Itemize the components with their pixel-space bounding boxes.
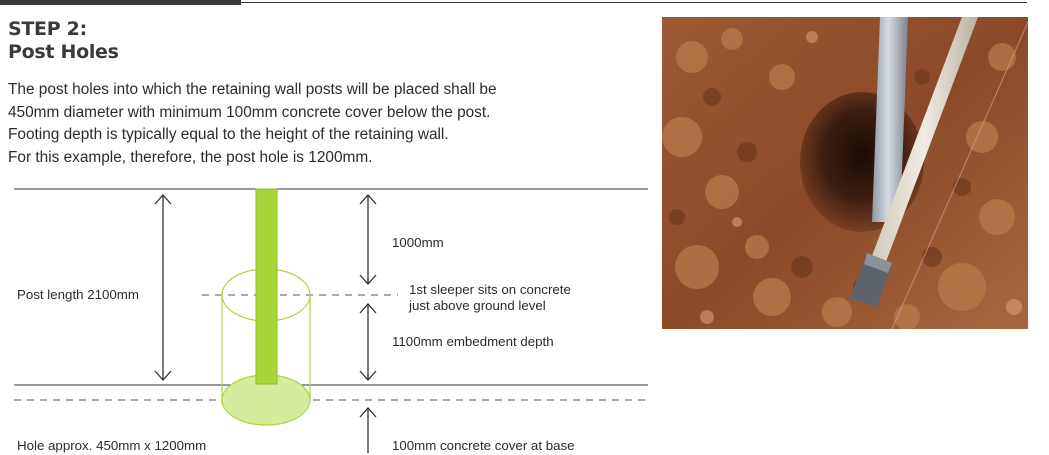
header-rule-thick — [0, 0, 241, 5]
retaining-post — [256, 189, 277, 384]
post-hole-photo-image — [662, 17, 1028, 329]
post-length-arrow — [155, 195, 171, 380]
above-ground-arrow — [360, 195, 376, 284]
post-hole-diagram — [0, 178, 660, 455]
concrete-cover-label: 100mm concrete cover at base — [392, 438, 575, 453]
sleeper-label-line2: just above ground level — [409, 298, 546, 313]
above-ground-label: 1000mm — [392, 235, 444, 250]
step-label: STEP 2: — [8, 18, 87, 40]
concrete-cover-arrow — [360, 408, 376, 453]
step-title: Post Holes — [8, 41, 119, 63]
intro-line: The post holes into which the retaining wall posts will be placed shall be — [8, 81, 497, 98]
post-length-label: Post length 2100mm — [17, 287, 139, 302]
header-rule-thin — [241, 2, 1027, 3]
intro-line: 450mm diameter with minimum 100mm concrete cover below the post. — [8, 103, 491, 121]
intro-paragraph — [8, 79, 648, 169]
post-hole-photo — [662, 17, 1028, 329]
embedment-arrow — [360, 304, 376, 380]
step-heading — [8, 18, 119, 64]
sleeper-label-line1: 1st sleeper sits on concrete — [409, 282, 571, 297]
intro-line: For this example, therefore, the post hole is 1200mm. — [8, 148, 373, 166]
embedment-label: 1100mm embedment depth — [392, 334, 554, 349]
intro-line: Footing depth is typically equal to the height of the retaining wall. — [8, 126, 449, 143]
hole-size-label: Hole approx. 450mm x 1200mm — [17, 438, 207, 453]
